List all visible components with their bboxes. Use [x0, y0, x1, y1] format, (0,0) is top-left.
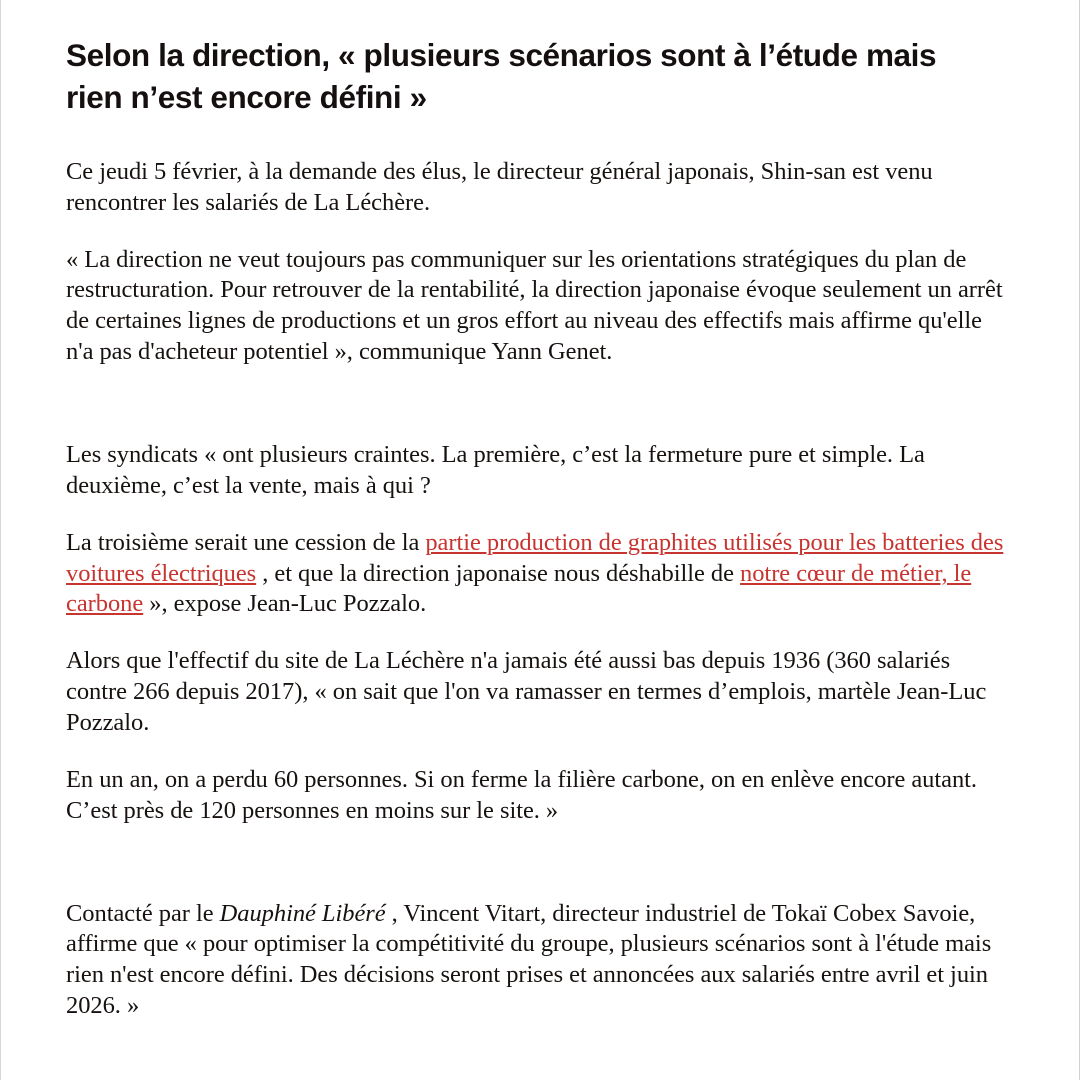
paragraph-cession [66, 528, 1009, 621]
paragraph-quote-direction: « La direction ne veut toujours pas communiquer sur les orientations stratégiques du plan de restructuration. Pour retrouver de la rentabilité, la direction japonaise évoque seulement un arrêt de certaines lignes de productions et un gros effort au niveau des effectifs mais affirme qu'elle n'a pas d'acheteur potentiel », communique Yann Genet. [66, 245, 1003, 366]
publication-name: Dauphiné Libéré [219, 899, 386, 927]
paragraph-effectif: Alors que l'effectif du site de La Léchère n'a jamais été aussi bas depuis 1936 (360 salariés contre 266 depuis 2017), « on sait que l'on va ramasser en termes d’emplois, martèle Jean-Luc Pozzalo. [66, 647, 987, 736]
paragraph-cession-tail: », expose Jean-Luc Pozzalo. [143, 590, 427, 618]
paragraph-cession-middle: , et que la direction japonaise nous déshabille de [256, 559, 741, 587]
paragraph-pertes: En un an, on a perdu 60 personnes. Si on ferme la filière carbone, on en enlève encore autant. C’est près de 120 personnes en moins sur le site. » [66, 765, 977, 824]
paragraph-intro: Ce jeudi 5 février, à la demande des élus, le directeur général japonais, Shin-san est venu rencontrer les salariés de La Léchère. [66, 157, 933, 216]
link-partie-production-graphites[interactable]: partie production de graphites utilisés pour les batteries des voitures électriques [66, 528, 1004, 587]
article-paragraphs [66, 157, 1011, 1022]
paragraph-contacte [66, 899, 1009, 1022]
link-coeur-de-metier-carbone[interactable]: notre cœur de métier, le carbone [66, 559, 972, 618]
paragraph-cession-lead: La troisième serait une cession de la [66, 528, 426, 556]
page-title: Selon la direction, « plusieurs scénarios sont à l’étude mais rien n’est encore défini » [66, 37, 937, 115]
article-body [66, 0, 1011, 1048]
paragraph-contacte-tail: , Vincent Vitart, directeur industriel de Tokaï Cobex Savoie, affirme que « pour optimiser la compétitivité du groupe, plusieurs scénarios sont à l'étude mais rien n'est encore défini. Des décisions seront prises et annoncées aux salariés entre avril et juin 2026. » [66, 899, 992, 1020]
paragraph-contacte-lead: Contacté par le [66, 899, 220, 927]
paragraph-syndicats: Les syndicats « ont plusieurs craintes. La première, c’est la fermeture pure et simple. La deuxième, c’est la vente, mais à qui ? [66, 440, 925, 499]
